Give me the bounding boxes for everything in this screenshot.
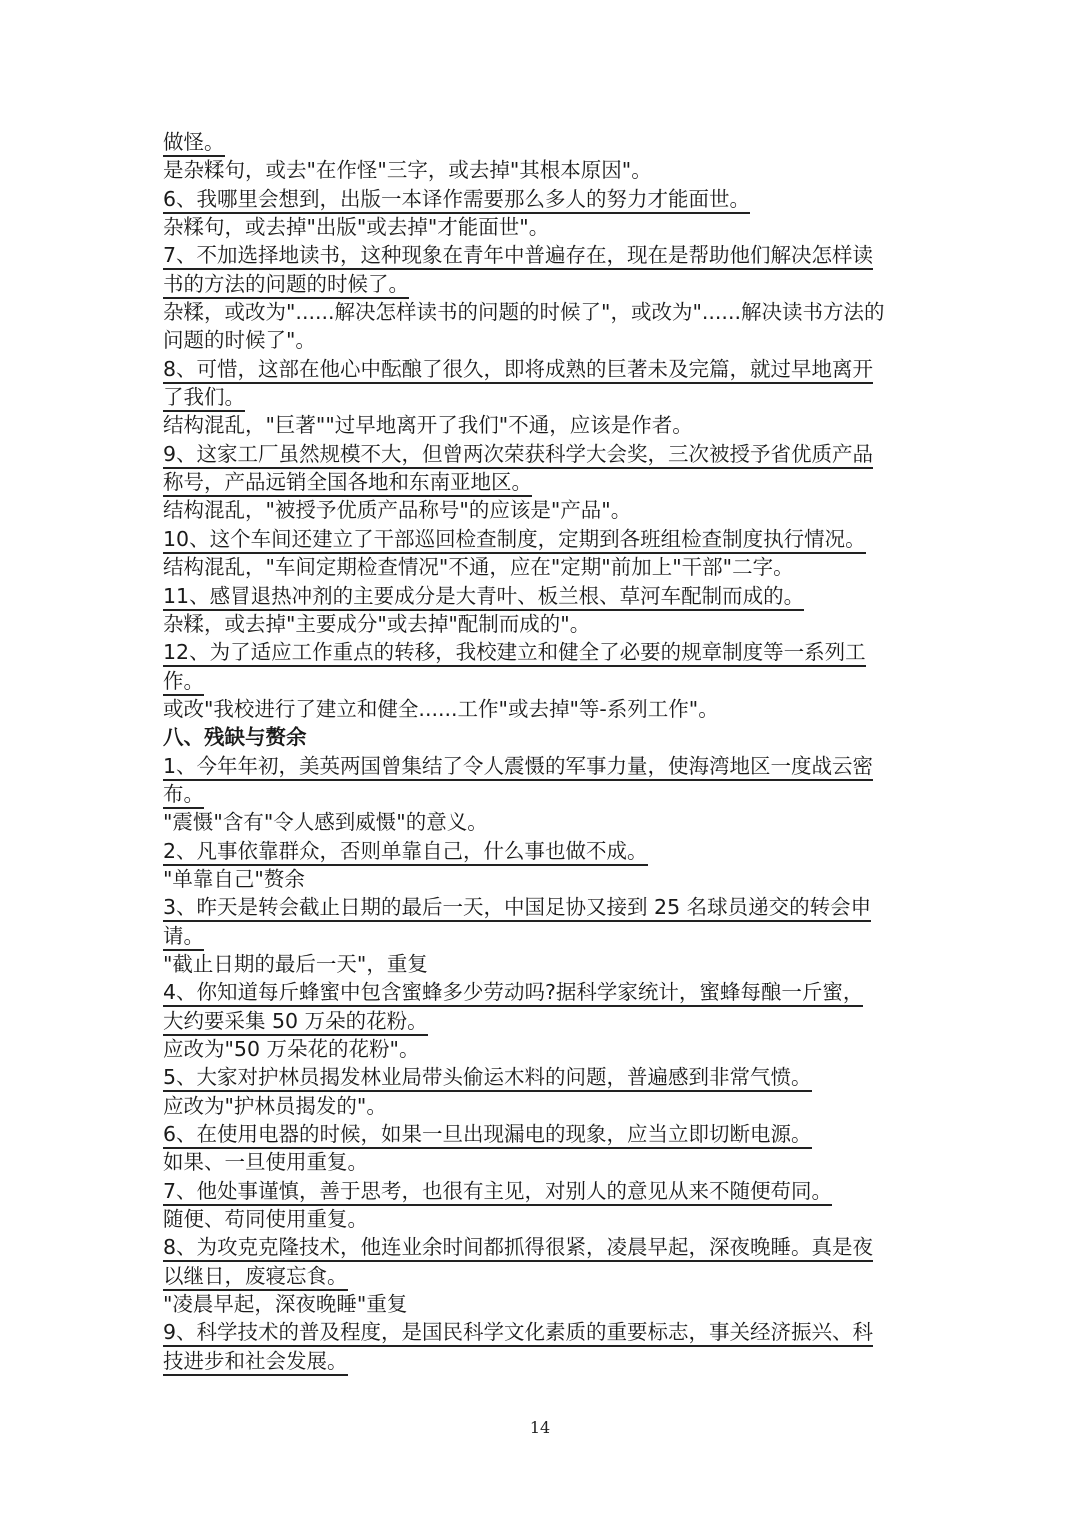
- line-text: 结构混乱，"车间定期检查情况"不通，应在"定期"前加上"干部"二字。: [163, 555, 794, 580]
- line-text: 11、感冒退热冲剂的主要成分是大青叶、板兰根、草河车配制而成的。: [163, 584, 804, 611]
- example-sentence-line: [163, 440, 923, 468]
- explanation-line: [163, 1148, 923, 1176]
- line-text: 10、这个车间还建立了干部巡回检查制度，定期到各班组检查制度执行情况。: [163, 527, 866, 554]
- example-sentence-line: [163, 1007, 923, 1035]
- example-sentence-line: [163, 1120, 923, 1148]
- explanation-line: [163, 1205, 923, 1233]
- line-text: 杂糅，或去掉"主要成分"或去掉"配制而成的"。: [163, 611, 591, 636]
- example-sentence-line: [163, 922, 923, 950]
- example-sentence-line: [163, 525, 923, 553]
- explanation-line: [163, 1092, 923, 1120]
- line-text: 作。: [163, 669, 204, 696]
- explanation-line: [163, 213, 923, 241]
- example-sentence-line: [163, 128, 923, 156]
- explanation-line: [163, 553, 923, 581]
- example-sentence-line: [163, 383, 923, 411]
- example-sentence-line: [163, 837, 923, 865]
- line-text: 1、今年年初，美英两国曾集结了令人震慑的军事力量，使海湾地区一度战云密: [163, 754, 873, 781]
- line-text: 结构混乱，"巨著""过早地离开了我们"不通，应该是作者。: [163, 413, 693, 438]
- explanation-line: [163, 1035, 923, 1063]
- explanation-line: [163, 156, 923, 184]
- explanation-line: [163, 411, 923, 439]
- example-sentence-line: [163, 1347, 923, 1375]
- line-text: 如果、一旦使用重复。: [163, 1150, 368, 1175]
- line-text: 布。: [163, 782, 204, 809]
- line-text: 或改"我校进行了建立和健全......工作"或去掉"等-系列工作"。: [163, 696, 719, 721]
- line-text: 请。: [163, 924, 204, 951]
- line-text: 结构混乱，"被授予优质产品称号"的应该是"产品"。: [163, 498, 632, 523]
- line-text: 9、科学技术的普及程度，是国民科学文化素质的重要标志，事关经济振兴、科: [163, 1320, 873, 1347]
- line-text: "震慑"含有"令人感到威慑"的意义。: [163, 810, 488, 835]
- line-text: 八、残缺与赘余: [163, 725, 307, 750]
- example-sentence-line: [163, 1262, 923, 1290]
- example-sentence-line: [163, 667, 923, 695]
- line-text: 4、你知道每斤蜂蜜中包含蜜蜂多少劳动吗?据科学家统计，蜜蜂每酿一斤蜜，: [163, 980, 863, 1007]
- line-text: 以继日，废寝忘食。: [163, 1264, 348, 1291]
- example-sentence-line: [163, 355, 923, 383]
- line-text: 是杂糅句，或去"在作怪"三字，或去掉"其根本原因"。: [163, 158, 652, 183]
- line-text: 杂糅，或改为"......解决怎样读书的问题的时候了"，或改为"......解决读书方法的: [163, 300, 885, 325]
- line-text: 12、为了适应工作重点的转移，我校建立和健全了必要的规章制度等一系列工: [163, 640, 866, 667]
- example-sentence-line: [163, 1233, 923, 1261]
- line-text: 7、他处事谨慎，善于思考，也很有主见，对别人的意见从来不随便苟同。: [163, 1179, 832, 1206]
- example-sentence-line: [163, 752, 923, 780]
- explanation-line: [163, 610, 923, 638]
- example-sentence-line: [163, 185, 923, 213]
- example-sentence-line: [163, 978, 923, 1006]
- line-text: 技进步和社会发展。: [163, 1349, 348, 1376]
- example-sentence-line: [163, 1177, 923, 1205]
- line-text: 9、这家工厂虽然规模不大，但曾两次荣获科学大会奖，三次被授予省优质产品: [163, 442, 873, 469]
- explanation-line: [163, 950, 923, 978]
- example-sentence-line: [163, 241, 923, 269]
- line-text: 书的方法的问题的时候了。: [163, 272, 409, 299]
- line-text: 大约要采集 50 万朵的花粉。: [163, 1009, 428, 1036]
- line-text: 做怪。: [163, 130, 225, 157]
- line-text: 应改为"护林员揭发的"。: [163, 1093, 387, 1118]
- line-text: 了我们。: [163, 385, 245, 412]
- example-sentence-line: [163, 468, 923, 496]
- example-sentence-line: [163, 780, 923, 808]
- line-text: 8、可惜，这部在他心中酝酿了很久，即将成熟的巨著未及完篇，就过早地离开: [163, 357, 873, 384]
- line-text: 6、在使用电器的时候，如果一旦出现漏电的现象，应当立即切断电源。: [163, 1122, 812, 1149]
- line-text: 3、昨天是转会截止日期的最后一天，中国足协又接到 25 名球员递交的转会申: [163, 895, 871, 922]
- section-heading: [163, 723, 923, 751]
- line-text: 8、为攻克克隆技术，他连业余时间都抓得很紧，凌晨早起，深夜晚睡。真是夜: [163, 1235, 873, 1262]
- line-text: "凌晨早起，深夜晚睡"重复: [163, 1292, 408, 1317]
- line-text: 7、不加选择地读书，这种现象在青年中普遍存在，现在是帮助他们解决怎样读: [163, 243, 873, 270]
- explanation-line: [163, 865, 923, 893]
- example-sentence-line: [163, 270, 923, 298]
- line-text: 问题的时候了"。: [163, 328, 316, 353]
- page-number: 14: [529, 1418, 551, 1437]
- line-text: 随便、苟同使用重复。: [163, 1207, 368, 1232]
- explanation-line: [163, 298, 923, 326]
- line-text: "单靠自己"赘余: [163, 866, 305, 891]
- line-text: 称号，产品远销全国各地和东南亚地区。: [163, 470, 532, 497]
- line-text: 6、我哪里会想到，出版一本译作需要那么多人的努力才能面世。: [163, 187, 750, 214]
- document-body: [163, 128, 923, 1375]
- explanation-line: [163, 695, 923, 723]
- line-text: 应改为"50 万朵花的花粉"。: [163, 1037, 420, 1061]
- line-text: "截止日期的最后一天"，重复: [163, 951, 428, 976]
- example-sentence-line: [163, 638, 923, 666]
- explanation-line: [163, 496, 923, 524]
- example-sentence-line: [163, 582, 923, 610]
- line-text: 5、大家对护林员揭发林业局带头偷运木料的问题，普遍感到非常气愤。: [163, 1065, 812, 1092]
- explanation-line: [163, 808, 923, 836]
- example-sentence-line: [163, 1063, 923, 1091]
- line-text: 杂糅句，或去掉"出版"或去掉"才能面世"。: [163, 215, 550, 240]
- example-sentence-line: [163, 893, 923, 921]
- explanation-line: [163, 326, 923, 354]
- line-text: 2、凡事依靠群众，否则单靠自己，什么事也做不成。: [163, 839, 648, 866]
- example-sentence-line: [163, 1318, 923, 1346]
- explanation-line: [163, 1290, 923, 1318]
